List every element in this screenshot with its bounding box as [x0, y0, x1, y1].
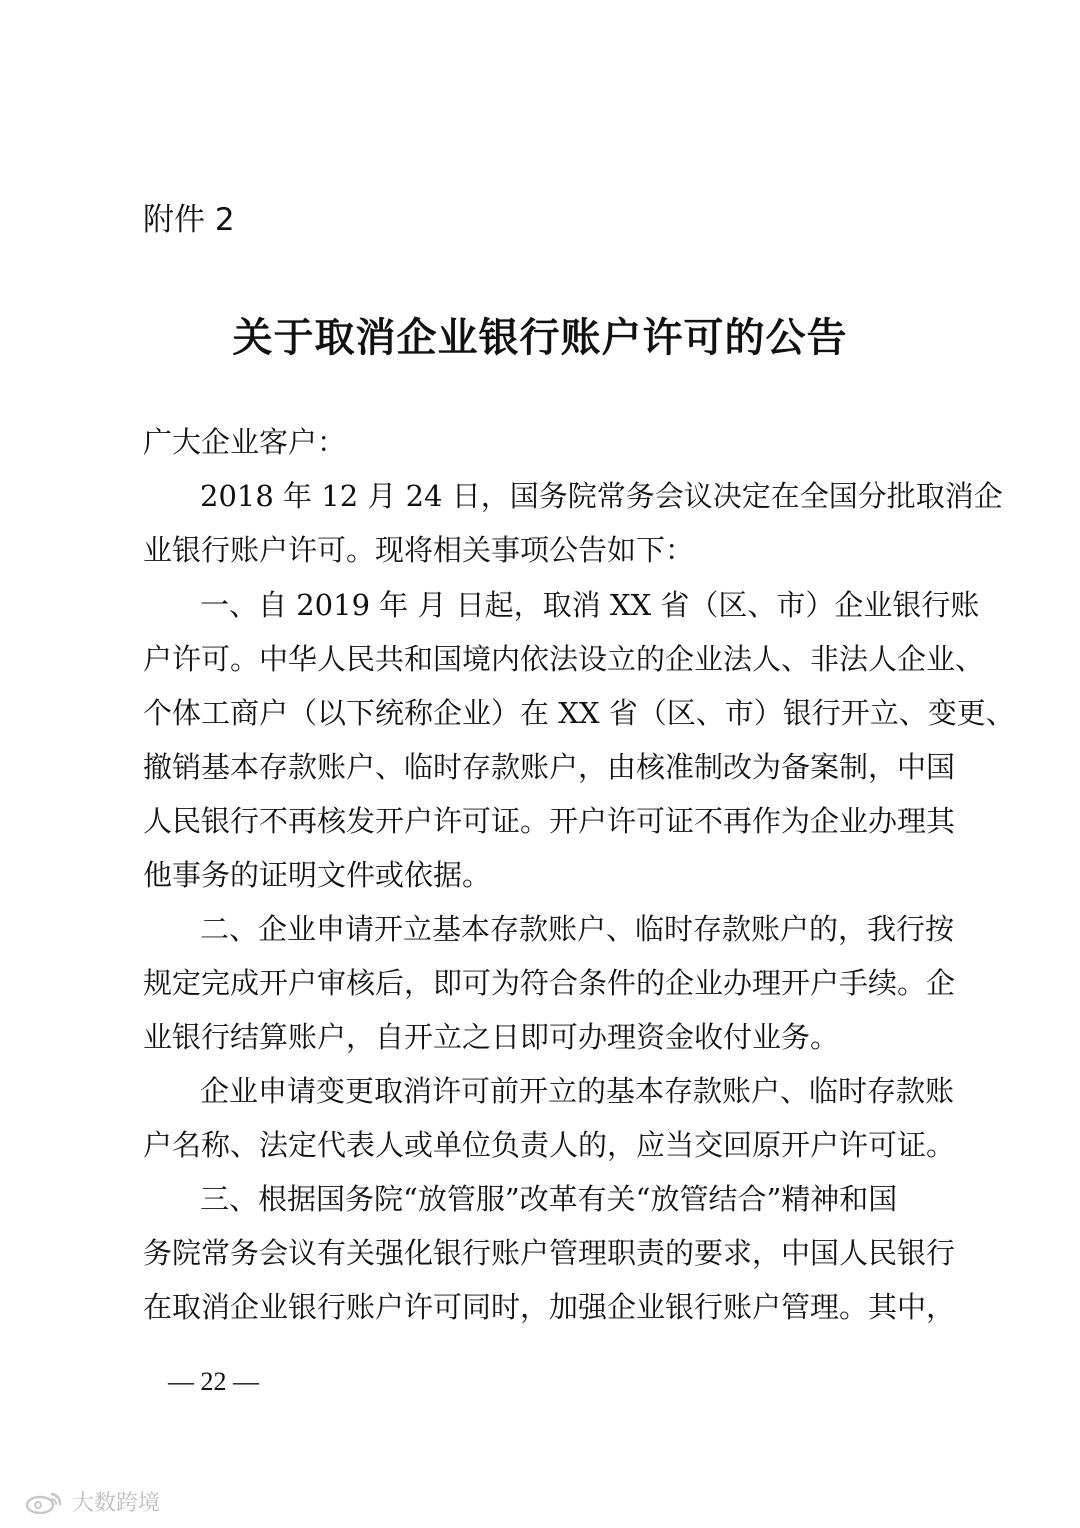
- body-line: 企业申请变更取消许可前开立的基本存款账户、临时存款账: [200, 1074, 955, 1108]
- page-number: — 22 —: [168, 1367, 259, 1396]
- document-title: 关于取消企业银行账户许可的公告: [232, 314, 848, 361]
- body-line: 他事务的证明文件或依据。: [143, 858, 492, 892]
- body-line: 二、企业申请开立基本存款账户、临时存款账户的，我行按: [200, 912, 955, 946]
- body-line: 务院常务会议有关强化银行账户管理职责的要求，中国人民银行: [143, 1236, 956, 1270]
- body-line: 一、自 2019 年 月 日起，取消 XX 省（区、市）企业银行账: [200, 588, 980, 622]
- body-line: 业银行账户许可。现将相关事项公告如下：: [143, 533, 695, 567]
- body-line: 户许可。中华人民共和国境内依法设立的企业法人、非法人企业、: [143, 642, 985, 676]
- watermark: [24, 1486, 160, 1517]
- body-line: 个体工商户（以下统称企业）在 XX 省（区、市）银行开立、变更、: [143, 696, 1015, 730]
- attachment-label: 附件 2: [143, 202, 235, 238]
- body-line: 规定完成开户审核后，即可为符合条件的企业办理开户手续。企: [143, 966, 956, 1000]
- weibo-logo-icon: [24, 1490, 64, 1514]
- body-line: 2018 年 12 月 24 日，国务院常务会议决定在全国分批取消企: [200, 479, 1003, 513]
- body-line: 撤销基本存款账户、临时存款账户，由核准制改为备案制，中国: [143, 750, 956, 784]
- body-line: 三、根据国务院“放管服”改革有关“放管结合”精神和国: [200, 1182, 898, 1216]
- body-line: 人民银行不再核发开户许可证。开户许可证不再作为企业办理其: [143, 804, 956, 838]
- body-line: 在取消企业银行账户许可同时，加强企业银行账户管理。其中，: [143, 1290, 956, 1324]
- body-line: 户名称、法定代表人或单位负责人的，应当交回原开户许可证。: [143, 1128, 956, 1162]
- salutation: 广大企业客户：: [143, 425, 347, 459]
- body-line: 业银行结算账户，自开立之日即可办理资金收付业务。: [143, 1020, 840, 1054]
- watermark-text: 大数跨境: [72, 1491, 161, 1516]
